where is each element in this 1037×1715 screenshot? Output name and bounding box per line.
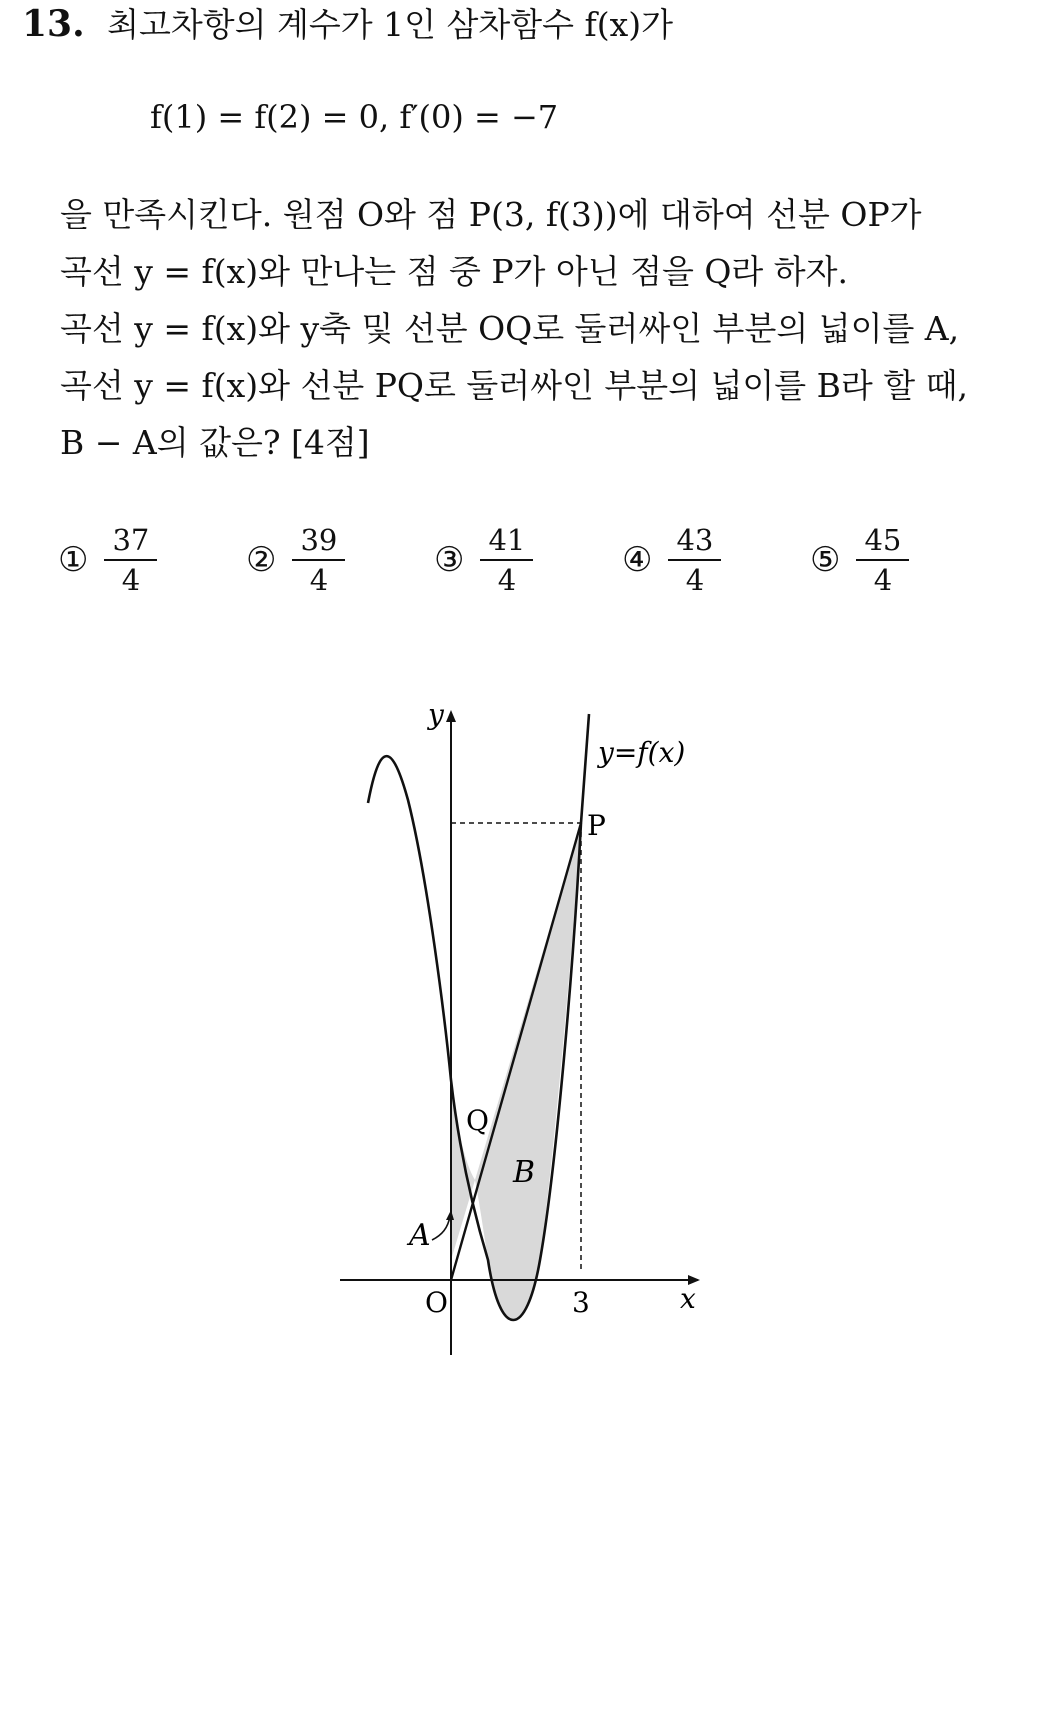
y-axis-arrow [446, 710, 456, 722]
problem-condition: f(1) = f(2) = 0, f′(0) = −7 [150, 98, 559, 136]
fraction-denominator: 4 [309, 563, 329, 597]
choice-1[interactable] [58, 520, 157, 600]
choice-marker: ② [246, 540, 277, 580]
body-line: 을 만족시킨다. 원점 O와 점 P(3, f(3))에 대하여 선분 OP가 [60, 195, 922, 234]
choice-4[interactable] [622, 520, 721, 600]
point-p-label: P [587, 809, 606, 842]
choice-marker: ④ [622, 540, 653, 580]
body-line: B − A의 값은? [4점] [60, 423, 370, 462]
choice-fraction [480, 523, 533, 597]
choice-fraction [104, 523, 157, 597]
body-line: 곡선 y = f(x)와 y축 및 선분 OQ로 둘러싸인 부분의 넓이를 A, [60, 309, 960, 348]
choice-fraction [668, 523, 721, 597]
answer-choices [58, 520, 958, 600]
fraction-numerator: 45 [856, 523, 909, 561]
fraction-numerator: 41 [480, 523, 533, 561]
choice-fraction [292, 523, 345, 597]
region-a-label: A [409, 1218, 431, 1253]
fraction-denominator: 4 [121, 563, 141, 597]
choice-marker: ③ [434, 540, 465, 580]
x-axis-label: x [680, 1282, 696, 1315]
curve-label: y=f(x) [598, 736, 686, 769]
fraction-denominator: 4 [873, 563, 893, 597]
fraction-numerator: 37 [104, 523, 157, 561]
origin-label: O [425, 1286, 448, 1319]
region-b-shading [475, 823, 581, 1320]
problem-header-text: 최고차항의 계수가 1인 삼차함수 f(x)가 [107, 5, 673, 44]
body-line: 곡선 y = f(x)와 선분 PQ로 둘러싸인 부분의 넓이를 B라 할 때, [60, 366, 968, 405]
fraction-numerator: 39 [292, 523, 345, 561]
choice-2[interactable] [246, 520, 345, 600]
function-graph [330, 700, 750, 1450]
choice-fraction [856, 523, 909, 597]
problem-number: 13. [22, 3, 85, 45]
fraction-denominator: 4 [685, 563, 705, 597]
problem-body [60, 186, 968, 471]
fraction-numerator: 43 [668, 523, 721, 561]
x-tick-label: 3 [572, 1286, 590, 1319]
choice-marker: ① [58, 540, 89, 580]
choice-5[interactable] [810, 520, 909, 600]
y-axis-label: y [428, 700, 444, 731]
fraction-denominator: 4 [497, 563, 517, 597]
point-q-label: Q [466, 1104, 489, 1137]
region-b-label: B [513, 1155, 536, 1190]
body-line: 곡선 y = f(x)와 만나는 점 중 P가 아닌 점을 Q라 하자. [60, 252, 849, 291]
problem-header [22, 2, 673, 47]
choice-3[interactable] [434, 520, 533, 600]
choice-marker: ⑤ [810, 540, 841, 580]
